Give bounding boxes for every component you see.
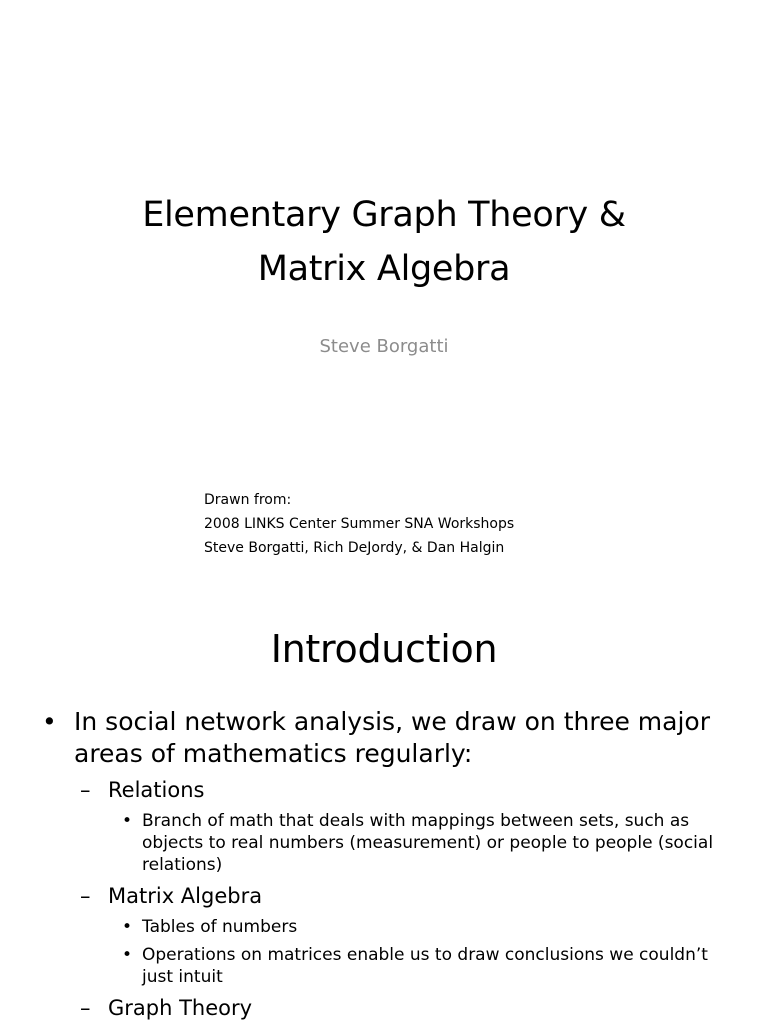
bullet-marker: • xyxy=(122,945,133,965)
title-line-2: Matrix Algebra xyxy=(257,249,511,289)
bullet-marker: • xyxy=(122,917,133,937)
bullet-text: Tables of numbers xyxy=(142,917,298,937)
bullet-text: Graph Theory xyxy=(108,996,253,1020)
credits-line: Drawn from: xyxy=(204,492,292,508)
dash-marker: – xyxy=(80,996,91,1020)
bullet-level-2 xyxy=(0,994,768,1022)
bullet-text: In social network analysis, we draw on three major areas of mathematics regularly: xyxy=(74,707,710,768)
dash-marker: – xyxy=(80,778,91,802)
bullet-level-1 xyxy=(0,706,714,770)
bullet-text: Branch of math that deals with mappings between sets, such as objects to real numbers (measurement) or people to people (social relations) xyxy=(142,811,714,875)
title-line-1: Elementary Graph Theory & xyxy=(142,195,626,235)
slide-title xyxy=(0,188,768,296)
bullet-level-3 xyxy=(0,944,742,988)
credits-line: 2008 LINKS Center Summer SNA Workshops xyxy=(204,516,515,532)
bullet-text: Operations on matrices enable us to draw conclusions we couldn’t just intuit xyxy=(142,945,708,987)
dash-marker: – xyxy=(80,884,91,908)
bullet-level-2 xyxy=(0,776,768,804)
slide-content xyxy=(0,706,768,1022)
credits-block xyxy=(204,488,514,560)
bullet-marker: • xyxy=(42,707,57,736)
bullet-marker: • xyxy=(122,811,133,831)
credits-line: Steve Borgatti, Rich DeJordy, & Dan Halgin xyxy=(204,540,505,556)
slide-title: Introduction xyxy=(270,627,498,671)
bullet-level-3 xyxy=(0,916,742,938)
author-subtitle: Steve Borgatti xyxy=(319,336,449,357)
bullet-text: Matrix Algebra xyxy=(108,884,263,908)
introduction-slide xyxy=(0,576,768,1024)
bullet-level-2 xyxy=(0,882,768,910)
bullet-level-3 xyxy=(0,810,742,876)
bullet-text: Relations xyxy=(108,778,205,802)
